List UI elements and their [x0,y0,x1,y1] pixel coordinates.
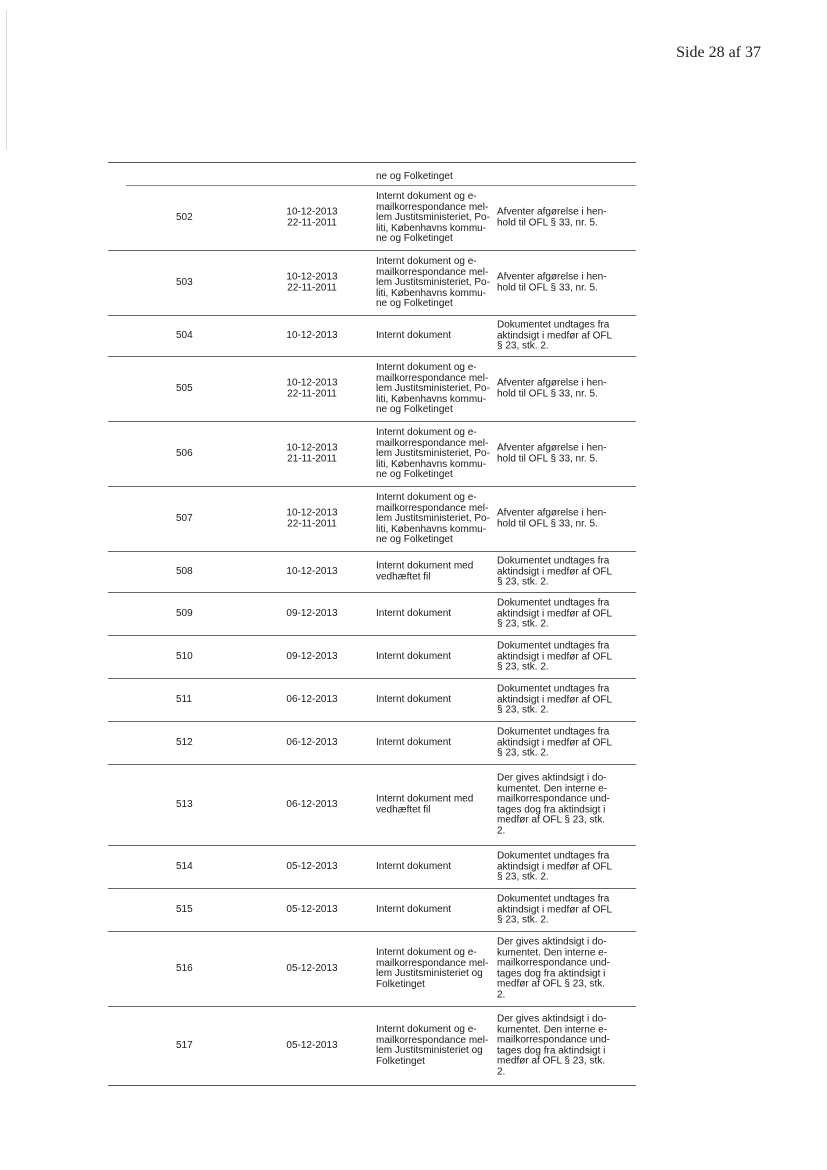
document-description-line: lem Justitsministeriet og [376,968,483,979]
table-row [108,356,636,421]
document-status-line: hold til OFL § 33, nr. 5. [497,282,598,293]
document-description [376,652,492,663]
document-number-line: 507 [176,512,193,524]
table-row [108,764,636,845]
document-number [176,905,193,916]
document-description-line: Internt dokument og e- [376,947,477,958]
document-dates [286,1041,338,1052]
document-status-line: 2. [497,1066,506,1077]
table-row [108,888,636,931]
document-number-line: 511 [176,693,192,705]
table-row [108,635,636,678]
continuation-row [108,162,636,185]
document-number [176,1041,193,1052]
document-number [176,278,193,289]
document-status-line: hold til OFL § 33, nr. 5. [497,453,598,464]
document-description-line: Internt dokument og e- [376,361,477,373]
document-description-line: mailkorrespondance mel- [376,957,489,969]
continuation-text: ne og Folketinget [376,171,453,182]
document-dates-line: 05-12-2013 [286,903,338,915]
document-dates [286,444,338,465]
document-description-line: Internt dokument med [376,560,474,572]
document-dates-line: 05-12-2013 [286,962,338,974]
document-status-line: Der gives aktindsigt i do- [497,772,607,784]
document-number [176,800,193,811]
document-status [497,208,615,229]
document-status-line: § 23, stk. 2. [497,747,549,759]
document-dates-line: 06-12-2013 [286,798,338,810]
document-status-line: tages dog fra aktindsigt i [497,1045,606,1056]
document-status-line: 2. [497,989,506,1000]
document-status [497,320,615,352]
document-description-line: Internt dokument og e- [376,255,477,267]
document-number [176,449,193,460]
document-description-line: liti, Københavns kommu- [376,393,487,405]
document-description-line: Internt dokument og e- [376,190,477,202]
document-status-line: § 23, stk. 2. [497,618,549,630]
document-status [497,273,615,294]
table-bottom-rule [108,1085,636,1086]
document-status-line: mailkorrespondance und- [497,957,610,969]
document-status [497,851,615,883]
table-row [108,845,636,888]
document-status-line: Afventer afgørelse i hen- [497,442,607,454]
document-dates-line: 09-12-2013 [286,607,338,619]
document-dates-line: 09-12-2013 [286,650,338,662]
document-number [176,964,193,975]
document-description [376,795,492,816]
document-status-line: Dokumentet undtages fra [497,555,610,567]
document-description-line: Internt dokument [376,693,452,705]
document-list-table [108,162,636,1086]
document-status-line: medfør af OFL § 23, stk. [497,1055,605,1067]
document-status-line: § 23, stk. 2. [497,576,549,588]
document-description-line: Internt dokument og e- [376,426,477,438]
document-status-line: § 23, stk. 2. [497,340,549,352]
document-dates [286,964,338,975]
document-number-line: 508 [176,565,193,577]
document-status [497,894,615,926]
document-description-line: Internt dokument [376,860,452,872]
document-dates-line: 05-12-2013 [286,1039,338,1051]
document-status [497,774,615,837]
document-number-line: 512 [176,736,193,748]
document-status-line: aktindsigt i medfør af OFL [497,650,613,662]
document-description-line: liti, Københavns kommu- [376,287,487,299]
document-description-line: liti, Københavns kommu- [376,458,487,470]
document-number-line: 516 [176,962,193,974]
document-description-line: vedhæftet fil [376,571,431,582]
document-description [376,695,492,706]
document-dates [286,905,338,916]
document-description-line: lem Justitsministeriet og [376,1045,483,1056]
document-number-line: 504 [176,329,193,341]
document-status-line: § 23, stk. 2. [497,914,549,926]
document-status [497,379,615,400]
document-status-line: Dokumentet undtages fra [497,597,610,609]
table-rows [108,185,636,1085]
table-row [108,1006,636,1085]
document-number-line: 506 [176,447,193,459]
document-number [176,695,192,706]
document-number-line: 503 [176,276,193,288]
document-dates-line: 10-12-2013 [286,329,338,341]
document-status-line: tages dog fra aktindsigt i [497,804,606,815]
document-description [376,609,492,620]
document-status-line: Dokumentet undtages fra [497,893,610,905]
document-dates-line: 06-12-2013 [286,693,338,705]
document-status-line: Dokumentet undtages fra [497,683,610,695]
document-dates-line: 22-11-2011 [287,217,337,228]
document-dates [286,273,338,294]
document-status-line: § 23, stk. 2. [497,704,549,716]
document-status-line: hold til OFL § 33, nr. 5. [497,518,598,529]
document-description-line: vedhæftet fil [376,804,431,815]
document-status-line: aktindsigt i medfør af OFL [497,607,613,619]
document-number-line: 515 [176,903,193,915]
document-number-line: 505 [176,382,193,394]
document-number [176,609,193,620]
document-description-line: Internt dokument med [376,793,474,805]
document-dates [286,800,338,811]
document-status [497,641,615,673]
document-dates-line: 22-11-2011 [287,388,337,399]
document-dates [286,509,338,530]
document-status-line: Afventer afgørelse i hen- [497,206,607,218]
document-description [376,948,492,990]
document-description-line: liti, Københavns kommu- [376,523,487,535]
document-status [497,684,615,716]
document-dates-line: 22-11-2011 [287,282,337,293]
document-description-line: Folketinget [376,1055,425,1067]
document-status-line: kumentet. Den interne e- [497,783,608,794]
document-dates [286,695,338,706]
document-description [376,428,492,481]
document-dates-line: 10-12-2013 [286,507,338,519]
document-status [497,556,615,588]
table-row [108,551,636,592]
document-description-line: mailkorrespondance mel- [376,201,489,213]
document-dates [286,862,338,873]
document-dates-line: 21-11-2011 [287,453,337,464]
document-number-line: 513 [176,798,193,810]
document-status [497,727,615,759]
document-status-line: Der gives aktindsigt i do- [497,936,607,948]
document-description-line: ne og Folketinget [376,468,453,480]
document-description-line: mailkorrespondance mel- [376,372,489,384]
document-status-line: aktindsigt i medfør af OFL [497,565,613,577]
document-description [376,1025,492,1067]
document-description [376,331,492,342]
document-status-line: tages dog fra aktindsigt i [497,968,606,979]
document-dates [286,208,338,229]
document-number [176,567,193,578]
document-status-line: aktindsigt i medfør af OFL [497,693,613,705]
document-description-line: Internt dokument og e- [376,1024,477,1035]
document-description-line: mailkorrespondance mel- [376,266,489,278]
document-dates [286,379,338,400]
scan-margin-line [6,10,7,150]
document-status-line: kumentet. Den interne e- [497,947,608,958]
document-dates [286,609,338,620]
document-description [376,493,492,546]
document-number [176,331,193,342]
document-status [497,598,615,630]
table-row [108,315,636,356]
table-row [126,185,636,250]
document-description [376,363,492,416]
document-description-line: lem Justitsministeriet, Po- [376,276,490,288]
document-status-line: Afventer afgørelse i hen- [497,271,607,283]
document-status [497,444,615,465]
document-status-line: aktindsigt i medfør af OFL [497,736,613,748]
document-status-line: aktindsigt i medfør af OFL [497,329,613,341]
document-description-line: lem Justitsministeriet, Po- [376,382,490,394]
document-status-line: aktindsigt i medfør af OFL [497,903,613,915]
document-status-line: § 23, stk. 2. [497,871,549,883]
document-dates-line: 10-12-2013 [286,271,338,283]
document-status-line: mailkorrespondance und- [497,793,610,805]
document-description-line: lem Justitsministeriet, Po- [376,211,490,223]
document-description-line: mailkorrespondance mel- [376,502,489,514]
document-description [376,192,492,245]
document-number-line: 517 [176,1039,193,1051]
document-status-line: kumentet. Den interne e- [497,1024,608,1035]
document-number [176,862,193,873]
table-row [108,250,636,315]
document-status-line: Dokumentet undtages fra [497,319,610,331]
table-row [108,421,636,486]
document-description [376,862,492,873]
document-number-line: 509 [176,607,193,619]
document-description [376,905,492,916]
document-number [176,652,193,663]
document-description-line: lem Justitsministeriet, Po- [376,512,490,524]
document-description-line: ne og Folketinget [376,403,453,415]
document-status-line: Afventer afgørelse i hen- [497,377,607,389]
document-status-line: medfør af OFL § 23, stk. [497,978,605,990]
document-description-line: Folketinget [376,978,425,990]
page-number: Side 28 af 37 [676,44,761,61]
document-dates-line: 10-12-2013 [286,206,338,218]
document-dates-line: 06-12-2013 [286,736,338,748]
document-description-line: ne og Folketinget [376,533,453,545]
document-description-line: Internt dokument og e- [376,491,477,503]
document-description-line: Internt dokument [376,736,452,748]
document-status-line: § 23, stk. 2. [497,661,549,673]
document-description-line: liti, Københavns kommu- [376,222,487,234]
document-number [176,514,193,525]
document-status-line: hold til OFL § 33, nr. 5. [497,217,598,228]
document-description [376,738,492,749]
document-status-line: Dokumentet undtages fra [497,850,610,862]
document-status-line: Dokumentet undtages fra [497,726,610,738]
document-status-line: mailkorrespondance und- [497,1034,610,1046]
document-status-line: 2. [497,825,506,836]
document-status [497,938,615,1001]
document-status-line: hold til OFL § 33, nr. 5. [497,388,598,399]
document-description-line: Internt dokument [376,607,452,619]
document-description-line: mailkorrespondance mel- [376,437,489,449]
document-dates [286,738,338,749]
document-number [176,213,193,224]
document-description-line: Internt dokument [376,329,452,341]
document-number-line: 502 [176,211,193,223]
table-row [108,721,636,764]
document-dates [286,652,338,663]
document-dates [286,567,338,578]
document-description-line: Internt dokument [376,650,452,662]
document-description-line: lem Justitsministeriet, Po- [376,447,490,459]
document-number [176,384,193,395]
document-dates-line: 10-12-2013 [286,565,338,577]
document-number-line: 510 [176,650,193,662]
document-dates-line: 10-12-2013 [286,442,338,454]
document-dates [286,331,338,342]
document-description-line: ne og Folketinget [376,232,453,244]
document-dates-line: 22-11-2011 [287,518,337,529]
document-description [376,562,492,583]
document-status-line: Dokumentet undtages fra [497,640,610,652]
document-description-line: Internt dokument [376,903,452,915]
document-status [497,1015,615,1078]
document-status-line: Afventer afgørelse i hen- [497,507,607,519]
table-row [108,486,636,551]
document-dates-line: 05-12-2013 [286,860,338,872]
document-status-line: aktindsigt i medfør af OFL [497,860,613,872]
document-status [497,509,615,530]
document-description [376,257,492,310]
document-dates-line: 10-12-2013 [286,377,338,389]
document-number-line: 514 [176,860,193,872]
table-row [108,592,636,635]
document-status-line: medfør af OFL § 23, stk. [497,814,605,826]
table-row [108,678,636,721]
document-status-line: Der gives aktindsigt i do- [497,1013,607,1025]
document-number [176,738,193,749]
table-row [108,931,636,1006]
document-description-line: mailkorrespondance mel- [376,1034,489,1046]
document-description-line: ne og Folketinget [376,297,453,309]
